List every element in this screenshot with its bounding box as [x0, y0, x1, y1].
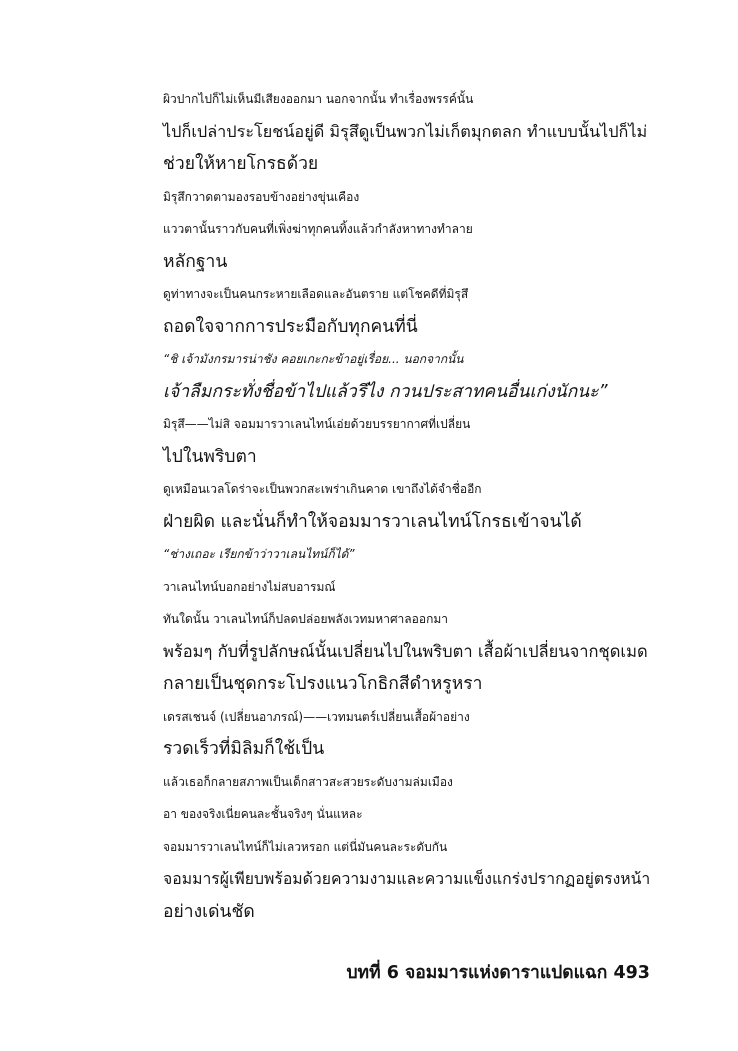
text-line: ดูท่าทางจะเป็นคนกระหายเลือดและอันตราย แต่โชคดีที่มิรุสึ	[163, 287, 469, 301]
page-footer	[88, 958, 650, 986]
text-line: ผิวปากไปก็ไม่เห็นมีเสียงออกมา นอกจากนั้น ทำเรื่องพรรค์นั้น	[163, 92, 474, 106]
text-line: มิรุสึกวาดตามองรอบข้างอย่างขุ่นเคือง	[163, 189, 360, 204]
narrative-paragraph	[88, 181, 650, 214]
text-line: อย่างเด่นชัด	[163, 901, 255, 922]
text-line: กลายเป็นชุดกระโปรงแนวโกธิกสีดำหรูหรา	[163, 674, 483, 694]
text-line: ฝ่ายผิด และนั่นก็ทำให้จอมมารวาเลนไทน์โกรธเข้าจนได้	[163, 511, 582, 532]
narrative-paragraph	[88, 83, 650, 181]
text-line: แล้วเธอก็กลายสภาพเป็นเด็กสาวสะสวยระดับงามล่มเมือง	[163, 774, 453, 789]
text-line: รวดเร็วที่มิลิมก็ใช้เป็น	[163, 739, 325, 759]
page-body	[88, 83, 650, 928]
text-line: จอมมารผู้เพียบพร้อมด้วยความงามและความแข็งแกร่งปรากฏอยู่ตรงหน้า	[163, 869, 651, 888]
text-line: เดรสเชนจ์ (เปลี่ยนอาภรณ์)——เวทมนตร์เปลี่ยนเสื้อผ้าอย่าง	[163, 709, 470, 724]
text-line: ดูเหมือนเวลโดร่าจะเป็นพวกสะเพร่าเกินคาด เขาถึงได้จำชื่ออีก	[163, 482, 482, 496]
text-line: ไปก็เปล่าประโยชน์อยู่ดี มิรุสึดูเป็นพวกไม่เก็ตมุกตลก ทำแบบนั้นไปก็ไม่	[163, 121, 648, 141]
text-line: ช่วยให้หายโกรธด้วย	[163, 154, 319, 174]
text-line: ถอดใจจากการประมือกับทุกคนที่นี่	[163, 316, 418, 337]
narrative-paragraph	[88, 831, 650, 929]
narrative-paragraph	[88, 603, 650, 701]
narrative-paragraph	[88, 473, 650, 538]
narrative-paragraph	[88, 766, 650, 799]
text-line: ทันใดนั้น วาเลนไทน์ก็ปลดปล่อยพลังเวทมหาศาลออกมา	[163, 612, 448, 626]
narrative-paragraph	[88, 798, 650, 831]
narrative-paragraph	[88, 701, 650, 766]
narrative-paragraph	[88, 571, 650, 604]
narrative-paragraph	[88, 213, 650, 278]
text-line: มิรุสึ——ไม่สิ จอมมารวาเลนไทน์เอ่ยด้วยบรรยากาศที่เปลี่ยน	[163, 417, 471, 431]
dialogue-paragraph	[88, 343, 650, 408]
text-line: ไปในพริบตา	[163, 446, 257, 467]
text-line: เจ้าลืมกระทั่งชื่อข้าไปแล้วรึไง กวนประสาทคนอื่นเก่งนักนะ”	[163, 381, 608, 402]
text-line: อา ของจริงเนี่ยคนละชั้นจริงๆ นั่นแหละ	[163, 807, 363, 821]
text-line: หลักฐาน	[163, 251, 228, 272]
text-line: พร้อมๆ กับที่รูปลักษณ์นั้นเปลี่ยนไปในพริบตา เสื้อผ้าเปลี่ยนจากชุดเมด	[163, 641, 648, 661]
footer-chapter-and-page-number: บทที่ 6 จอมมารแห่งดาราแปดแฉก 493	[346, 963, 650, 983]
text-line: “ชิ เจ้ามังกรมารน่าชัง คอยเกะกะข้าอยู่เรื่อย... นอกจากนั้น	[163, 352, 464, 366]
text-line: แววตานั้นราวกับคนที่เพิ่งฆ่าทุกคนทิ้งแล้วกำลังหาทางทำลาย	[163, 222, 473, 236]
text-line: “ช่างเถอะ เรียกข้าว่าวาเลนไทน์ก็ได้”	[163, 547, 355, 561]
text-line: จอมมารวาเลนไทน์ก็ไม่เลวหรอก แต่นี่มันคนละระดับกัน	[163, 839, 448, 854]
narrative-paragraph	[88, 408, 650, 473]
dialogue-paragraph	[88, 538, 650, 571]
text-line: วาเลนไทน์บอกอย่างไม่สบอารมณ์	[163, 579, 336, 594]
narrative-paragraph	[88, 278, 650, 343]
